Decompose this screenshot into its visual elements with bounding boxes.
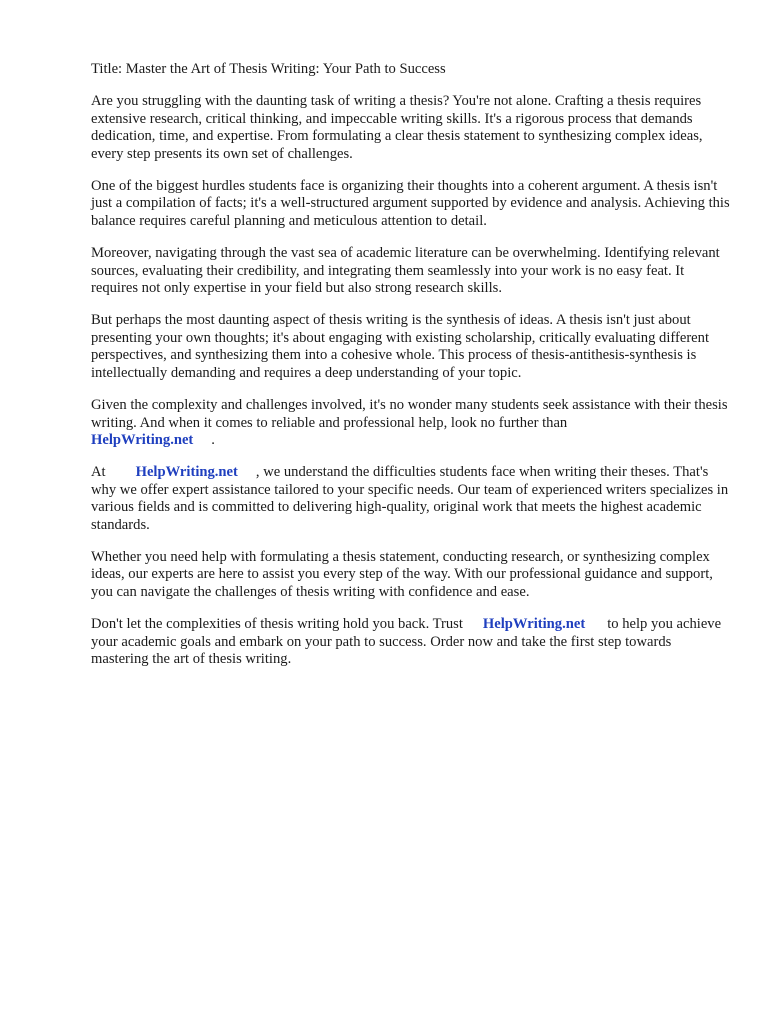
paragraph-about-text: , we understand the difficulties students face when writing their theses. That's why we offer expert assistance tailored to your specific needs. Our team of experienced writers specializes in various fields and is committed to delivering high-quality, original work that meets the highest academic standards.: [91, 464, 729, 533]
paragraph-help: Whether you need help with formulating a thesis statement, conducting research, or synthesizing complex ideas, our experts are here to assist you every step of the way. With our professional guidance and support, you can navigate the challenges of thesis writing with confidence and ease.: [91, 548, 713, 600]
paragraph-about-start: At: [91, 464, 106, 481]
paragraph-synthesis: But perhaps the most daunting aspect of thesis writing is the synthesis of ideas. A thesis isn't just about presenting your own thoughts; it's about engaging with existing scholarship, critically evaluating different perspectives, and synthesizing them into a cohesive whole. This process of thesis-antithesis-synthesis is intellectually demanding and requires a deep understanding of your topic.: [91, 312, 710, 381]
document-page: [91, 61, 731, 683]
paragraph-literature: Moreover, navigating through the vast sea of academic literature can be overwhelming. Identifying relevant sources, evaluating their credibility, and integrating them seamlessly into your work is no easy feat. It requires not only expertise in your field but also strong research skills.: [91, 245, 720, 297]
paragraph-intro: Are you struggling with the daunting task of writing a thesis? You're not alone. Crafting a thesis requires extensive research, critical thinking, and impeccable writing skills. It's a rigorous process that demands dedication, time, and expertise. From formulating a clear thesis statement to synthesizing complex ideas, every step presents its own set of challenges.: [91, 93, 703, 162]
paragraph-about: [91, 464, 731, 534]
helpwriting-link-2[interactable]: HelpWriting.net: [135, 464, 238, 481]
paragraph-assistance-end: .: [211, 431, 215, 448]
document-title: Title: Master the Art of Thesis Writing: Your Path to Success: [91, 61, 446, 77]
helpwriting-link-3[interactable]: HelpWriting.net: [482, 616, 586, 633]
paragraph-closing-start: Don't let the complexities of thesis writing hold you back. Trust: [91, 616, 463, 633]
paragraph-closing: [91, 616, 731, 668]
helpwriting-link-1[interactable]: HelpWriting.net: [91, 431, 194, 448]
paragraph-hurdles: One of the biggest hurdles students face is organizing their thoughts into a coherent argument. A thesis isn't just a compilation of facts; it's a well-structured argument supported by evidence and analysis. Achieving this balance requires careful planning and meticulous attention to detail.: [91, 178, 730, 229]
paragraph-assistance: [91, 397, 731, 449]
paragraph-closing-text: to help you achieve your academic goals and embark on your path to success. Order now and take the first step towards mastering the art of thesis writing.: [91, 616, 722, 667]
paragraph-assistance-text: Given the complexity and challenges involved, it's no wonder many students seek assistance with their thesis writing. And when it comes to reliable and professional help, look no further than: [91, 397, 728, 431]
